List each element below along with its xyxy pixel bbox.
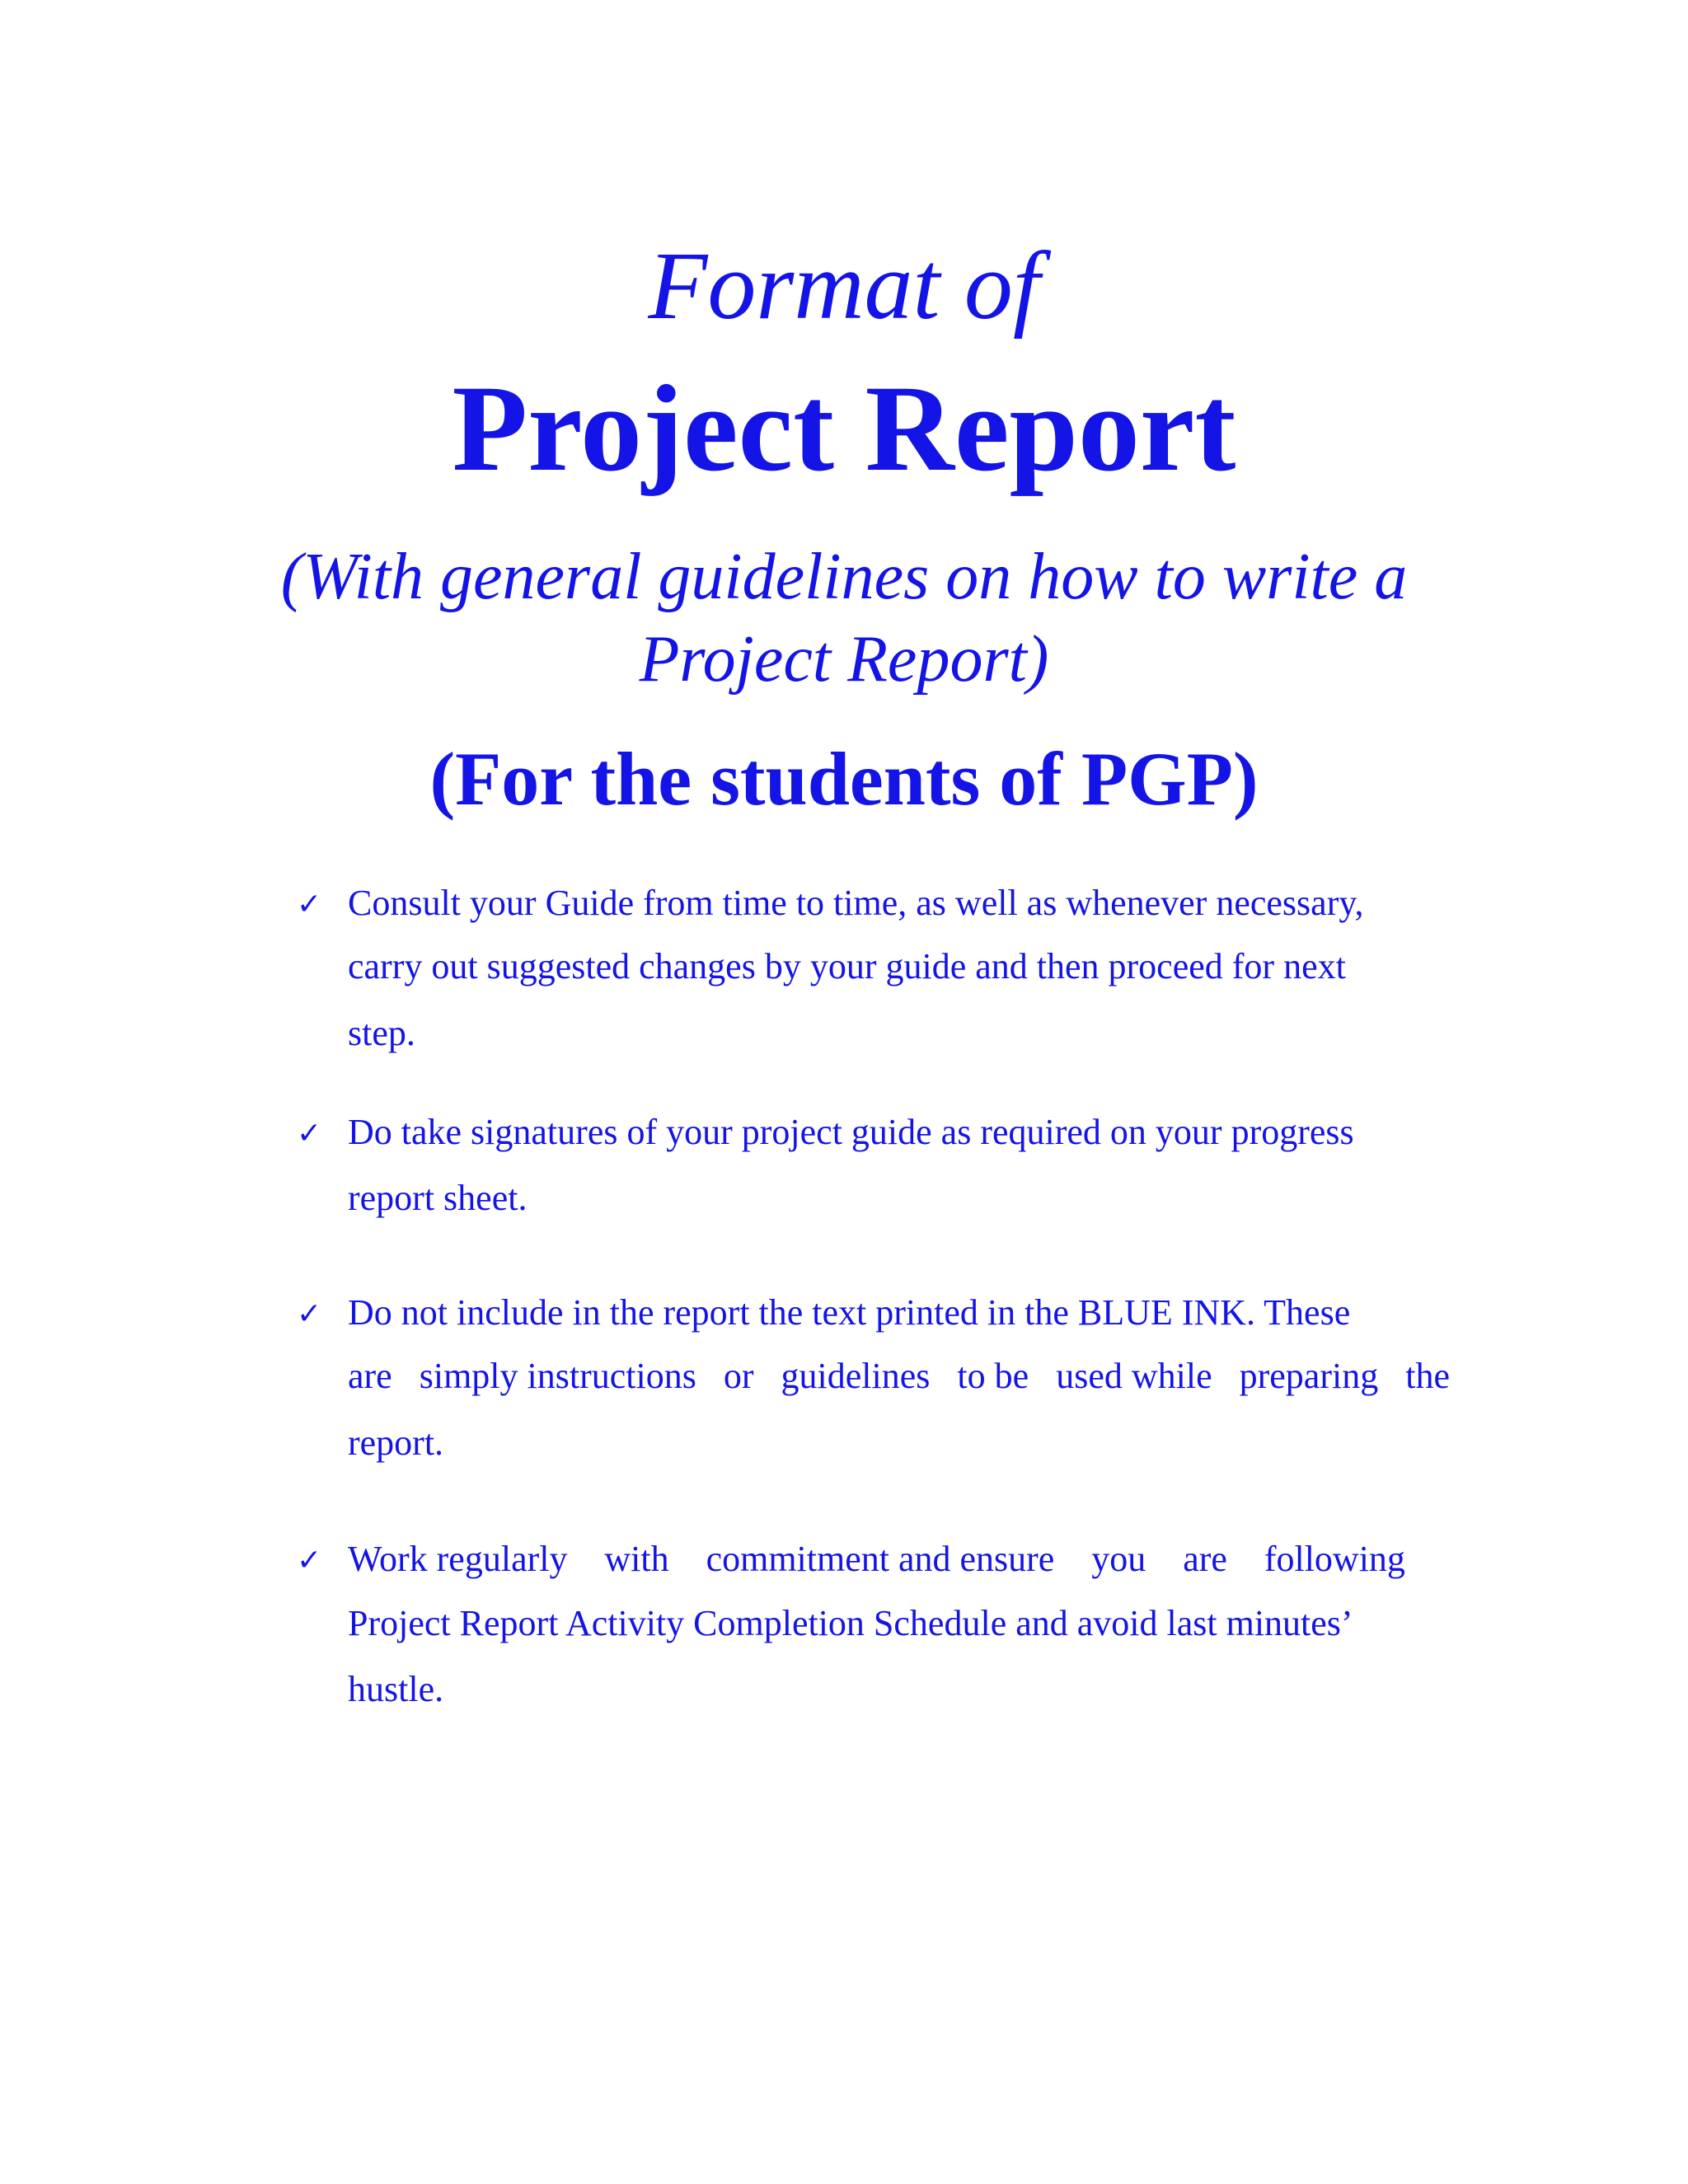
word: Work regularly [348, 1539, 568, 1579]
word: are [348, 1356, 392, 1396]
guideline-text-line: hustle. [348, 1669, 444, 1709]
word: simply instructions [419, 1356, 696, 1396]
word: with [604, 1539, 669, 1579]
title-prefix: Format of [648, 232, 1040, 340]
audience-heading: (For the students of PGP) [429, 737, 1259, 821]
guideline-text-line-justified [348, 1538, 1405, 1581]
guideline-text-line: Do take signatures of your project guide as required on your progress [348, 1112, 1354, 1152]
check-icon: ✓ [297, 888, 322, 921]
subtitle-line-2: Project Report) [639, 623, 1049, 696]
guideline-text-line: step. [348, 1013, 415, 1053]
word: commitment and ensure [706, 1539, 1055, 1579]
word: the [1405, 1356, 1450, 1396]
check-icon: ✓ [297, 1297, 322, 1331]
word: following [1264, 1539, 1405, 1579]
word: are [1183, 1539, 1227, 1579]
guideline-text-line-justified [348, 1355, 1450, 1398]
word: guidelines [781, 1356, 931, 1396]
word: used while [1056, 1356, 1212, 1396]
word: to be [957, 1356, 1029, 1396]
word: or [723, 1356, 754, 1396]
page-title: Project Report [452, 360, 1236, 497]
word: preparing [1239, 1356, 1379, 1396]
guideline-text-line: report. [348, 1422, 444, 1463]
check-icon: ✓ [297, 1544, 322, 1577]
guideline-text-line: Do not include in the report the text printed in the BLUE INK. These [348, 1292, 1351, 1333]
check-icon: ✓ [297, 1117, 322, 1151]
subtitle-line-1: (With general guidelines on how to write a [280, 541, 1408, 613]
guideline-text-line: Consult your Guide from time to time, as well as whenever necessary, [348, 883, 1364, 923]
guideline-text-line: carry out suggested changes by your guide and then proceed for next [348, 946, 1346, 987]
word: you [1091, 1539, 1146, 1579]
guideline-text-line: report sheet. [348, 1178, 528, 1218]
guideline-text-line: Project Report Activity Completion Schedule and avoid last minutes’ [348, 1603, 1353, 1643]
